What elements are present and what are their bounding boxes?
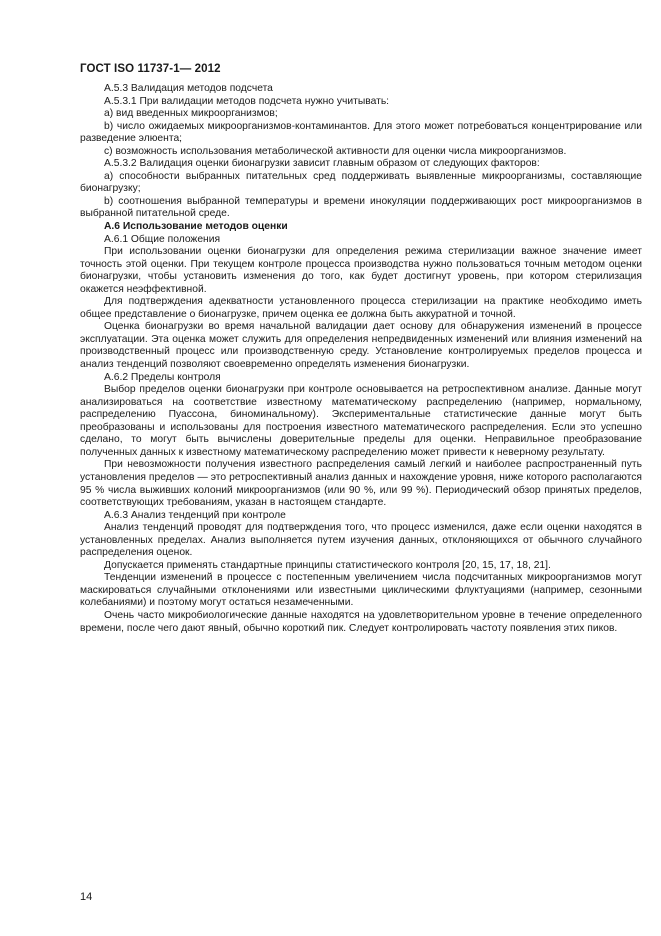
paragraph-a53: А.5.3 Валидация методов подсчета (104, 83, 273, 94)
section-heading-a6: А.6 Использование методов оценки (104, 221, 288, 233)
paragraph-a61p1: При использовании оценки бионагрузки для определения режима стерилизации важное значение имеет точность этой оценки. При текущем контроле процесса производства нужно пользоваться точным методом оценки бионагрузки, чтобы установить изменения до того, как будет достигнут уровень, при котором стерилизация окажется неэффективной. (80, 246, 642, 295)
paragraph-a532b: b) соотношения выбранной температуры и времени инокуляции поддерживающих рост микроорганизмов в выбранной питательной среде. (80, 195, 642, 220)
paragraph-a532a: а) способности выбранных питательных сред поддерживать выявленные микроорганизмы, составляющие бионагрузку; (80, 170, 642, 195)
paragraph-a531a: а) вид введенных микроорганизмов; (104, 108, 278, 120)
paragraph-a531: А.5.3.1 При валидации методов подсчета нужно учитывать: (104, 95, 390, 107)
paragraph-a61p2: Для подтверждения адекватности установленного процесса стерилизации на практике необходимо иметь общее представление о бионагрузке, причем оценка ее должна быть аккуратной и точной. (80, 296, 642, 320)
paragraph-a63p2: Допускается применять стандартные принципы статистического контроля [20, 15, 17, 18, 21]. (104, 559, 551, 571)
paragraph-a63p4: Очень часто микробиологические данные находятся на удовлетворительном уровне в течение определенного времени, после чего дают явный, обычно короткий пик. Следует контролировать частоту появления этих пиков. (80, 609, 642, 634)
paragraph-a531b: b) число ожидаемых микроорганизмов-контаминантов. Для этого может потребоваться концентрирование или разведение элюента; (80, 120, 642, 145)
paragraph-a531c: с) возможность использования метаболической активности для оценки числа микроорганизмов. (104, 145, 567, 157)
paragraph-a62p2: При невозможности получения известного распределения самый легкий и наиболее распространенный путь установления пределов — это ретроспективный анализ данных и нахождение уровня, ниже которого располагаются 95 % числа выживших колоний микроорганизмов (или 90 %, или 99 %). Периодический обзор принятых пределов, соответствующих требованиям, указан в настоящем стандарте. (80, 459, 642, 509)
paragraph-a63: А.6.3 Анализ тенденций при контроле (104, 509, 286, 521)
page-number: 14 (80, 891, 93, 903)
paragraph-a61: А.6.1 Общие положения (104, 233, 221, 245)
paragraph-a62: А.6.2 Пределы контроля (104, 371, 221, 383)
document-body (80, 83, 642, 635)
paragraph-a532: А.5.3.2 Валидация оценки бионагрузки зависит главным образом от следующих факторов: (104, 158, 540, 170)
paragraph-a61p3: Оценка бионагрузки во время начальной валидации дает основу для обнаружения изменений в процессе эксплуатации. Эта оценка может служить для определения непредвиденных изменений или влияния изменений на производственный процесс или производственную среду. Установление контролируемых пределов процесса и анализ тенденций позволяют своевременно определять изменения бионагрузки. (80, 321, 642, 371)
paragraph-a63p1: Анализ тенденций проводят для подтверждения того, что процесс изменился, даже если оценки находятся в установленных пределах. Анализ выполняется путем изучения данных, отклоняющихся от обычного случайного распределения оценок. (80, 522, 642, 559)
document-header: ГОСТ ISO 11737-1— 2012 (80, 63, 221, 75)
paragraph-a63p3: Тенденции изменений в процессе с постепенным увеличением числа подсчитанных микроорганизмов могут маскироваться случайными отклонениями или известными циклическими флуктуациями (например, сезонными колебаниями) и поэтому могут остаться незамеченными. (80, 572, 642, 609)
paragraph-a62p1: Выбор пределов оценки бионагрузки при контроле основывается на ретроспективном анализе. Данные могут анализироваться на соответствие известному математическому распределению (например, нормальному, распределению Пуассона, биноминальному). Экспериментальные статистические данные могут быть преобразованы и использованы для построения известного математического распределения. Если это успешно сделано, то могут быть вычислены доверительные пределы для оценки. Неправильное преобразование полученных данных к известному математическому распределению может привести к неверному результату. (80, 384, 642, 458)
